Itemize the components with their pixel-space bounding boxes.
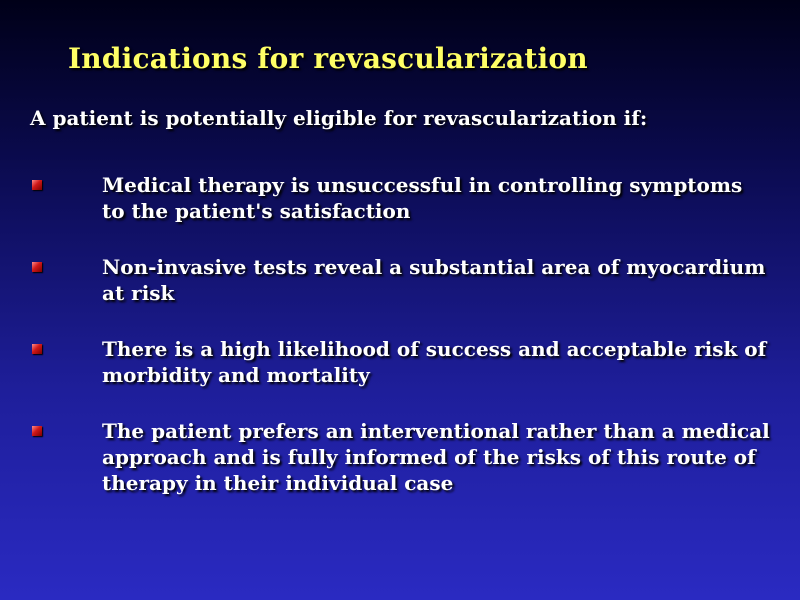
bullet-item xyxy=(30,336,770,388)
bullet-item xyxy=(30,418,770,496)
bullet-square-icon xyxy=(32,426,42,436)
bullet-list xyxy=(30,172,770,526)
bullet-text: Medical therapy is unsuccessful in controlling symptoms to the patient's satisfaction xyxy=(102,173,743,223)
slide-title: Indications for revascularization xyxy=(68,42,588,75)
bullet-square-icon xyxy=(32,180,42,190)
bullet-text: There is a high likelihood of success and acceptable risk of morbidity and mortality xyxy=(102,337,767,387)
bullet-item xyxy=(30,254,770,306)
bullet-square-icon xyxy=(32,344,42,354)
bullet-item xyxy=(30,172,770,224)
bullet-text: Non-invasive tests reveal a substantial area of myocardium at risk xyxy=(102,255,766,305)
intro-text: A patient is potentially eligible for revascularization if: xyxy=(30,106,648,130)
bullet-text: The patient prefers an interventional rather than a medical approach and is fully informed of the risks of this route of therapy in their individual case xyxy=(102,419,770,495)
bullet-square-icon xyxy=(32,262,42,272)
